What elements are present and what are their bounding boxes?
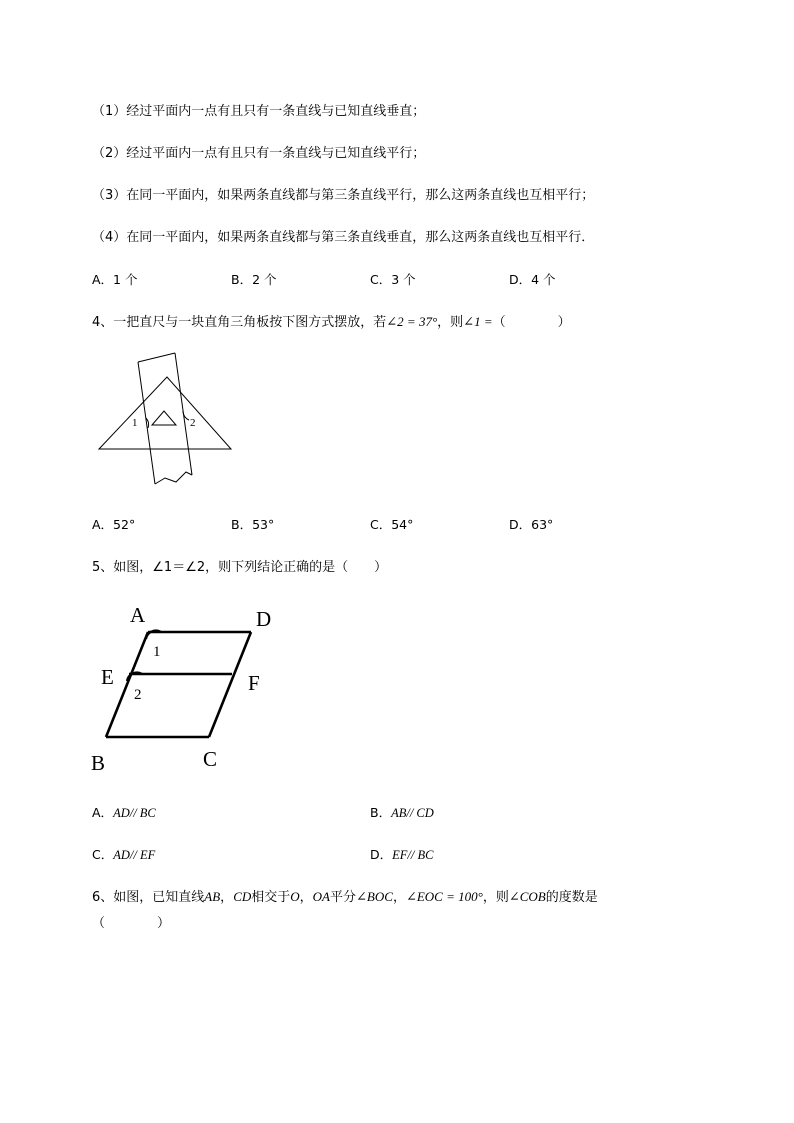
q5-option-b: B．AB// CD (370, 805, 434, 820)
q3-option-a: A．1 个 (92, 272, 138, 287)
q5-option-d: D．EF// BC (370, 847, 434, 862)
q4-angle-2-label: 2 (190, 417, 196, 429)
statement-2: （2）经过平面内一点有且只有一条直线与已知直线平行； (92, 146, 426, 161)
q4-option-a: A．52° (92, 517, 136, 532)
q5-label-d: D (256, 607, 272, 631)
q3-option-c: C．3 个 (370, 272, 416, 287)
q3-option-b: B．2 个 (231, 272, 277, 287)
q4-mid: ，则 (437, 315, 464, 330)
q4-paren: （ ） (492, 315, 571, 330)
q5-angle-2-label: 2 (134, 687, 142, 703)
q5-option-a: A．AD// BC (92, 805, 156, 820)
ruler-triangle-figure (90, 348, 240, 490)
q4-option-c: C．54° (370, 517, 414, 532)
parallelogram-figure (85, 598, 285, 778)
question-5: 5、如图，∠1＝∠2，则下列结论正确的是（ ） (92, 560, 388, 575)
q4-ask: ∠1 = (463, 314, 493, 329)
q4-option-b: B．53° (231, 517, 275, 532)
q5-label-e: E (101, 665, 114, 689)
q4-angle-1-label: 1 (132, 417, 138, 429)
q4-prefix: 4、一把直尺与一块直角三角板按下图方式摆放，若 (92, 315, 387, 330)
q5-label-b: B (91, 751, 106, 775)
statement-4: （4）在同一平面内，如果两条直线都与第三条直线垂直，那么这两条直线也互相平行． (92, 230, 595, 245)
q4-option-d: D．63° (509, 517, 554, 532)
statement-1: （1）经过平面内一点有且只有一条直线与已知直线垂直； (92, 104, 426, 119)
q3-option-d: D．4 个 (509, 272, 556, 287)
question-6: 6、如图，已知直线AB，CD相交于O，OA平分∠BOC，∠EOC = 100°，则∠COB的度数是 (92, 889, 598, 905)
question-4 (92, 311, 571, 330)
q6-paren: （ ） (92, 916, 171, 931)
q4-given: ∠2 = 37° (386, 314, 438, 329)
q5-option-c: C．AD// EF (92, 847, 156, 862)
statement-3: （3）在同一平面内，如果两条直线都与第三条直线平行，那么这两条直线也互相平行； (92, 188, 595, 203)
q5-label-a: A (130, 603, 146, 627)
q5-label-c: C (203, 747, 218, 771)
q5-label-f: F (248, 671, 260, 695)
q5-angle-1-label: 1 (153, 644, 161, 660)
